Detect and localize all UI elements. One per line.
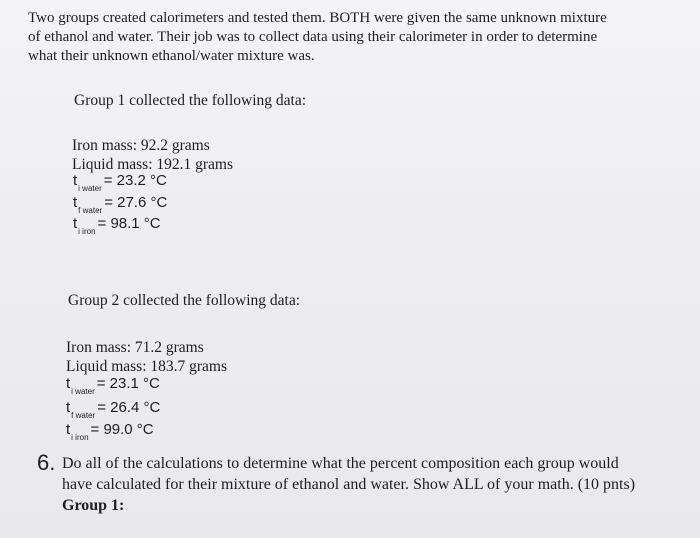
temp-subscript: i iron [78, 227, 96, 236]
intro-line: Two groups created calorimeters and tested them. BOTH were given the same unknown mixture [28, 10, 607, 26]
group1-temp-initial-water [73, 172, 167, 193]
temp-value: = 26.4 °C [97, 399, 161, 416]
question-text [62, 453, 635, 516]
intro-line: of ethanol and water. Their job was to collect data using their calorimeter in order to determine [28, 29, 598, 45]
group2-liquid-mass: Liquid mass: 183.7 grams [66, 358, 228, 375]
group1-iron-mass: Iron mass: 92.2 grams [72, 137, 210, 154]
question-number: 6. [37, 450, 56, 475]
temp-subscript: i water [78, 184, 102, 193]
question-line: Do all of the calculations to determine what the percent composition each group would [62, 455, 619, 472]
temp-value: = 23.2 °C [103, 172, 167, 189]
group1-temp-initial-iron [73, 215, 161, 236]
intro-paragraph [28, 9, 668, 66]
temp-symbol: t [66, 375, 71, 392]
temp-subscript: i iron [71, 433, 89, 442]
group2-temp-initial-iron [66, 421, 154, 442]
temp-value: = 23.1 °C [96, 375, 160, 392]
group1-liquid-mass: Liquid mass: 192.1 grams [72, 156, 234, 173]
group2-iron-mass: Iron mass: 71.2 grams [66, 339, 204, 356]
group1-temp-final-water [73, 194, 168, 215]
question-line: have calculated for their mixture of ethanol and water. Show ALL of your math. (10 pnts) [62, 476, 636, 493]
group2-temp-final-water [66, 399, 161, 420]
answer-label: Group 1: [62, 497, 125, 514]
temp-symbol: t [73, 172, 78, 189]
temp-value: = 27.6 °C [104, 194, 168, 211]
temp-symbol: t [73, 194, 78, 211]
group2-header: Group 2 collected the following data: [68, 292, 301, 309]
temp-value: = 98.1 °C [97, 215, 161, 232]
temp-subscript: f water [78, 206, 103, 215]
intro-line: what their unknown ethanol/water mixture was. [28, 48, 315, 64]
temp-value: = 99.0 °C [90, 421, 154, 438]
group1-header: Group 1 collected the following data: [74, 92, 307, 109]
group2-temp-initial-water [66, 375, 160, 396]
temp-symbol: t [66, 421, 71, 438]
temp-subscript: f water [71, 411, 96, 420]
temp-symbol: t [73, 215, 78, 232]
temp-subscript: i water [71, 387, 95, 396]
temp-symbol: t [66, 399, 71, 416]
